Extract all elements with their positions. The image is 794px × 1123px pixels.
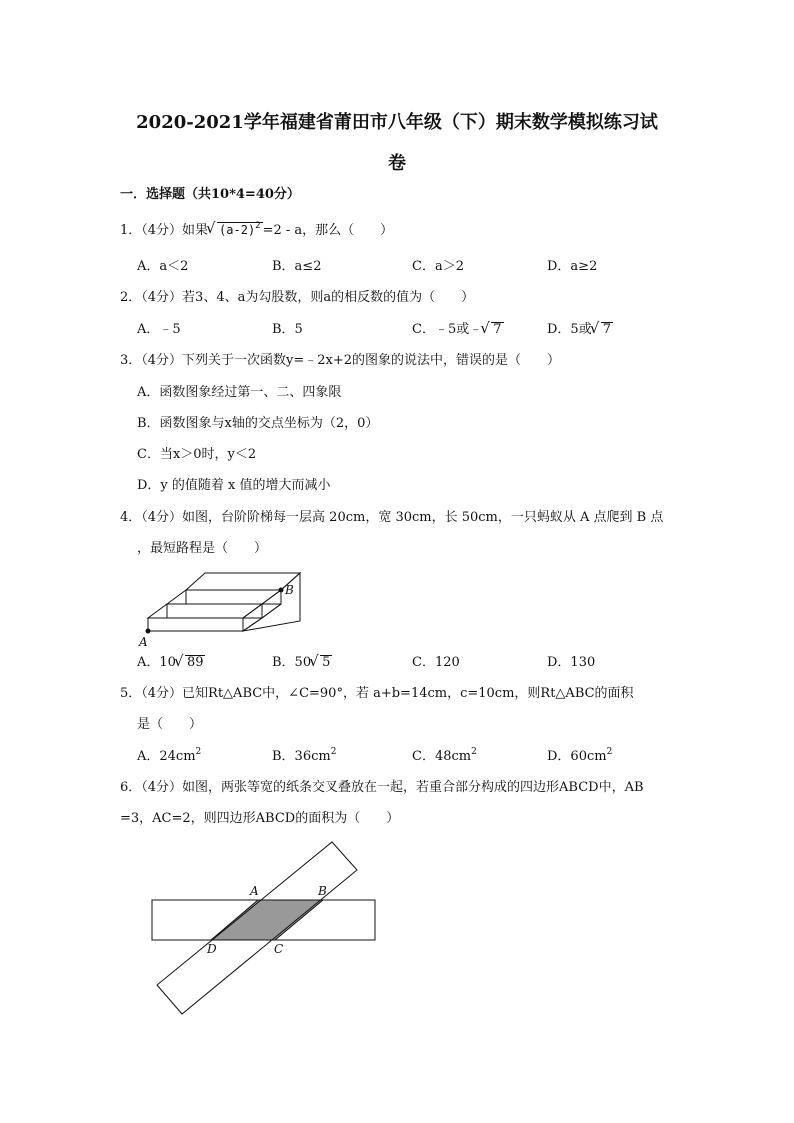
question-1-option-c: C．a＞2: [412, 259, 464, 274]
question-1-radical: [208, 222, 263, 239]
question-5-option-a-text: A．24cm: [137, 749, 196, 764]
question-1-radicand: (a-2): [219, 223, 256, 237]
question-3: 3．（4分）下列关于一次函数y=﹣2x+2的图象的说法中，错误的是（ ）: [120, 353, 561, 368]
question-2-option-c: [412, 322, 504, 338]
section-heading: 一．选择题（共10*4=40分）: [120, 187, 300, 202]
label-b: B: [318, 884, 327, 898]
question-2-option-a: A．﹣5: [137, 322, 181, 337]
crossed-strips-diagram: [140, 835, 385, 1020]
label-c: C: [274, 942, 284, 956]
question-5-option-a: [137, 749, 201, 765]
question-2-option-c-text: C．﹣5或﹣: [412, 322, 483, 337]
question-5-option-c: [412, 749, 477, 765]
question-1-option-b: B．a≤2: [272, 259, 322, 274]
question-3-option-a: A．函数图象经过第一、二、四象限: [137, 385, 342, 400]
question-5-option-b-text: B．36cm: [272, 749, 331, 764]
question-5-option-a-exponent: 2: [195, 747, 202, 757]
question-5-option-d-exponent: 2: [606, 747, 613, 757]
question-3-option-d: D．y 的值随着 x 值的增大而减小: [137, 478, 331, 493]
question-2-option-b: B．5: [272, 322, 303, 337]
question-5-option-c-text: C．48cm: [412, 749, 472, 764]
question-5-option-d-text: D．60cm: [547, 749, 607, 764]
question-1-number: 1．（4分）如果: [120, 223, 209, 238]
question-4-option-a-radicand: 89: [186, 655, 204, 670]
question-4-option-d: D．130: [547, 655, 596, 670]
question-5-option-b: [272, 749, 336, 765]
question-6-line-2: =3，AC=2，则四边形ABCD的面积为（ ）: [120, 811, 400, 826]
question-4-option-c: C．120: [412, 655, 460, 670]
point-a-marker: [146, 629, 151, 634]
staircase-diagram: [135, 565, 310, 650]
point-b-marker: [279, 588, 284, 593]
question-4-option-b: [272, 655, 332, 671]
question-3-option-c: C．当x＞0时，y＜2: [137, 447, 257, 462]
question-5-option-b-exponent: 2: [330, 747, 337, 757]
question-5-line-2: 是（ ）: [137, 717, 203, 732]
label-b: B: [285, 583, 294, 597]
question-2: 2．（4分）若3、4、a为勾股数，则a的相反数的值为（ ）: [120, 290, 475, 305]
question-1-option-d: D．a≥2: [547, 259, 598, 274]
question-5-option-d: [547, 749, 612, 765]
question-2-option-d: [547, 322, 613, 338]
question-2-option-c-radicand: 7: [493, 322, 502, 337]
question-4-option-b-radicand: 5: [322, 655, 331, 670]
question-6-line-1: 6．（4分）如图，两张等宽的纸条交叉叠放在一起，若重合部分构成的四边形ABCD中，AB: [120, 780, 644, 795]
question-1-option-a: A．a＜2: [137, 259, 189, 274]
question-3-option-b: B．函数图象与x轴的交点坐标为（2，0）: [137, 416, 379, 431]
question-4-option-a: [137, 655, 205, 671]
question-1-rest: =2 - a，那么（ ）: [262, 223, 394, 238]
question-4-line-1: 4．（4分）如图，台阶阶梯每一层高 20cm，宽 30cm，长 50cm，一只蚂蚁从 A 点爬到 B 点: [120, 510, 664, 525]
question-2-option-d-text: D．5或: [547, 322, 592, 337]
label-a: A: [250, 884, 259, 898]
document-title-line-2: 卷: [388, 153, 406, 174]
question-5-line-1: 5．（4分）已知Rt△ABC中，∠C=90°，若 a+b=14cm，c=10cm，则Rt△ABC的面积: [120, 686, 634, 701]
label-a: A: [139, 635, 148, 649]
question-1-exponent: 2: [255, 221, 261, 231]
question-4-line-2: ，最短路程是（ ）: [137, 541, 268, 556]
question-4-option-b-text: B．50: [272, 655, 312, 670]
shaded-quadrilateral: [211, 900, 323, 940]
question-2-option-d-radicand: 7: [602, 322, 611, 337]
document-title-line-1: 2020-2021学年福建省莆田市八年级（下）期末数学模拟练习试: [136, 112, 658, 133]
label-d: D: [207, 942, 217, 956]
question-1: [120, 222, 393, 239]
question-4-option-a-text: A．10: [137, 655, 176, 670]
question-5-option-c-exponent: 2: [471, 747, 477, 757]
